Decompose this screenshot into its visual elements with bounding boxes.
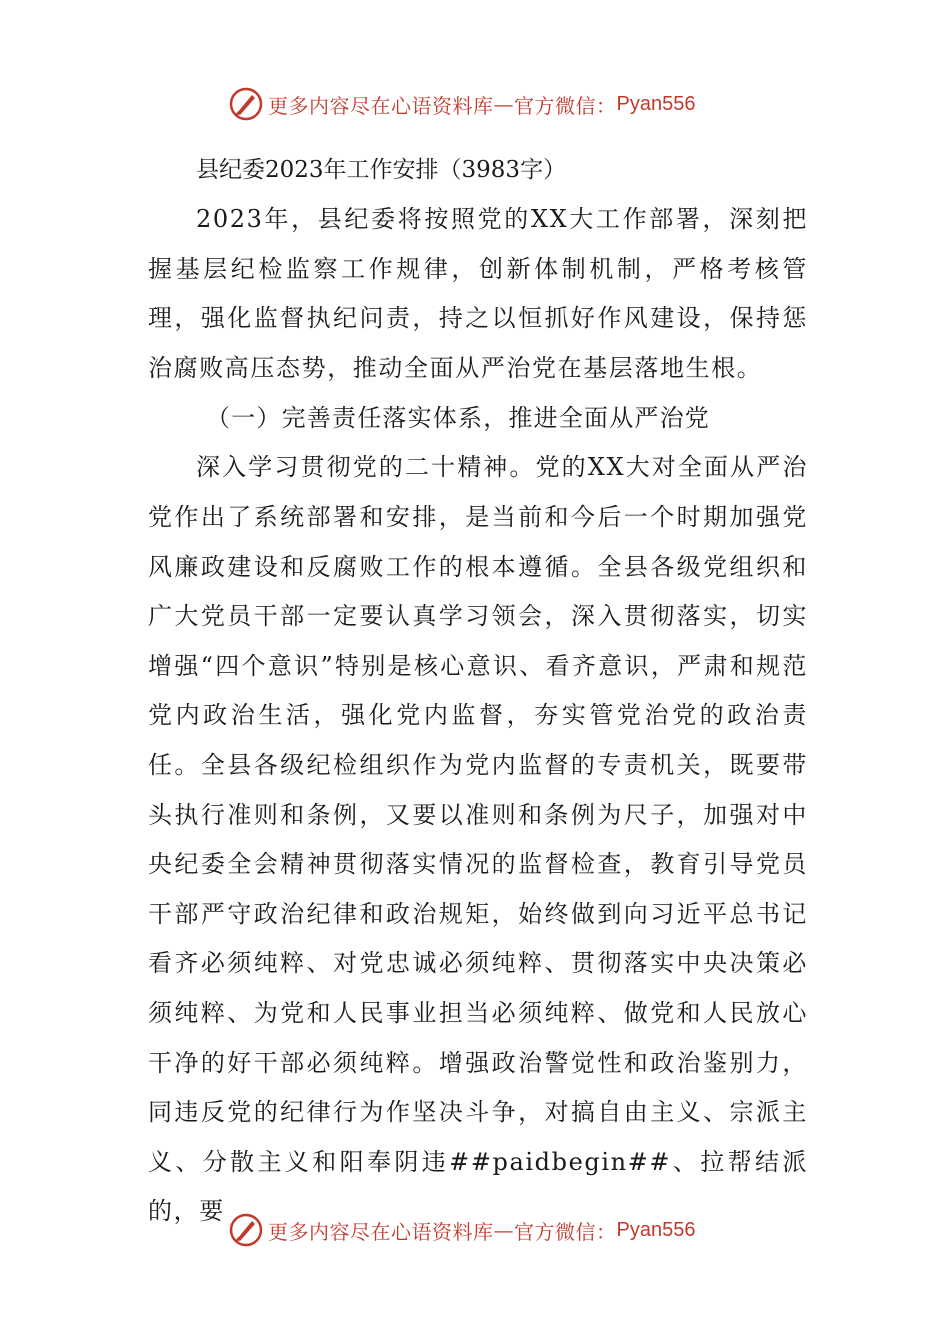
banner-wechat-id: Pyan556 [616,92,696,115]
header-banner [228,84,695,124]
banner-wechat-label: 官方微信： [514,93,617,118]
banner-wechat-id: Pyan556 [616,1218,696,1241]
document-title: 县纪委2023年工作安排（3983字） [196,157,567,183]
document-body [148,145,808,1237]
section-heading: （一）完善责任落实体系，推进全面从严治党 [206,404,710,433]
banner-slogan: 更多内容尽在心语资料库 [268,93,494,118]
footer-banner [228,1210,695,1250]
banner-dash: — [493,92,514,116]
quill-logo-icon [228,1212,264,1248]
banner-dash: — [493,1218,514,1242]
banner-slogan: 更多内容尽在心语资料库 [268,1219,494,1244]
quill-logo-icon [228,86,264,122]
intro-paragraph: 2023年，县纪委将按照党的XX大工作部署，深刻把握基层纪检监察工作规律，创新体制机制，严格考核管理，强化监督执纪问责，持之以恒抓好作风建设，保持惩治腐败高压态势，推动全面从严治党在基层落地生根。 [148,205,808,382]
banner-wechat-label: 官方微信： [514,1219,617,1244]
section-body-paragraph: 深入学习贯彻党的二十精神。党的XX大对全面从严治党作出了系统部署和安排，是当前和今后一个时期加强党风廉政建设和反腐败工作的根本遵循。全县各级党组织和广大党员干部一定要认真学习领会，深入贯彻落实，切实增强“四个意识”特别是核心意识、看齐意识，严肃和规范党内政治生活，强化党内监督，夯实管党治党的政治责任。全县各级纪检组织作为党内监督的专责机关，既要带头执行准则和条例，又要以准则和条例为尺子，加强对中央纪委全会精神贯彻落实情况的监督检查，教育引导党员干部严守政治纪律和政治规矩，始终做到向习近平总书记看齐必须纯粹、对党忠诚必须纯粹、贯彻落实中央决策必须纯粹、为党和人民事业担当必须纯粹、做党和人民放心干净的好干部必须纯粹。增强政治警觉性和政治鉴别力，同违反党的纪律行为作坚决斗争，对搞自由主义、宗派主义、分散主义和阳奉阴违##paidbegin##、拉帮结派的，要 [148,453,808,1226]
